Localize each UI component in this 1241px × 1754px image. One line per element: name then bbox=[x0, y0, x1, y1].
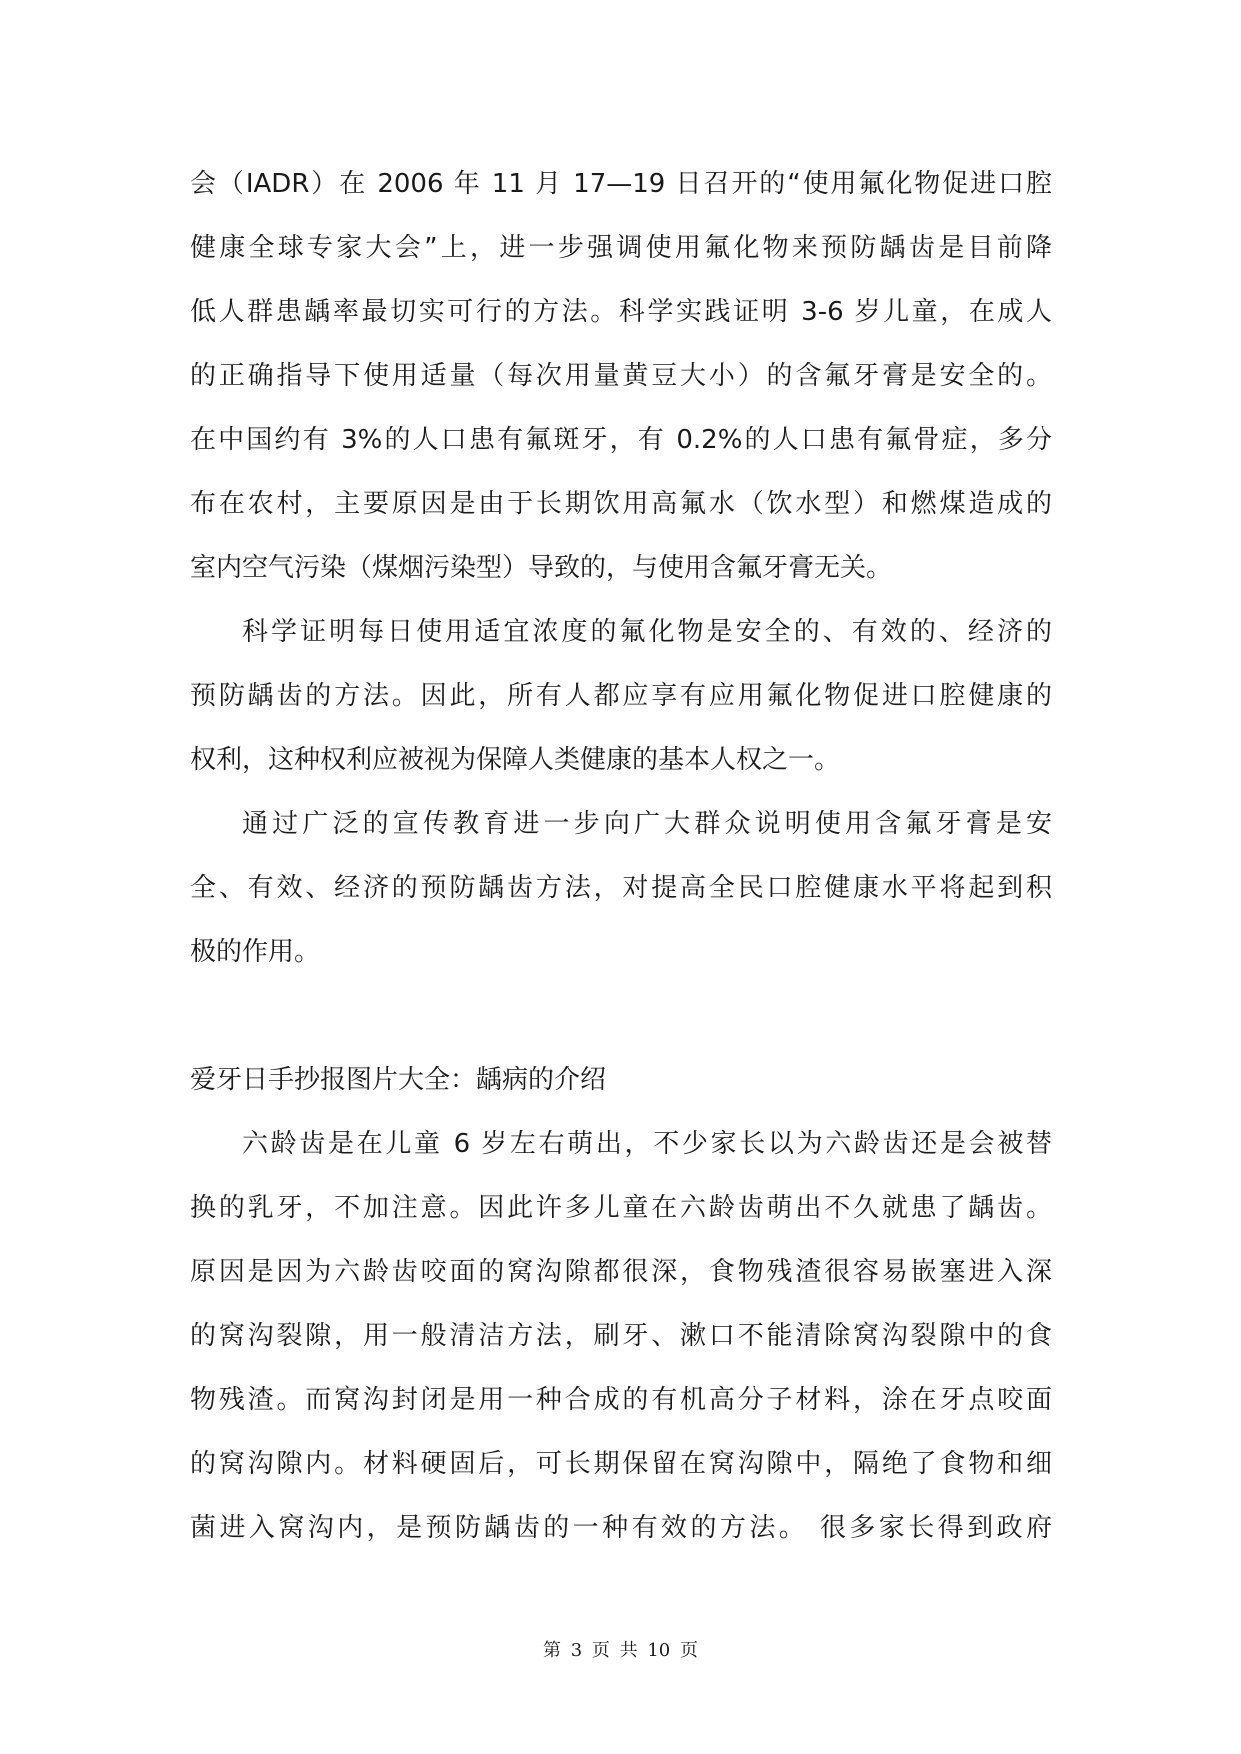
paragraph-fluoride-safety bbox=[190, 152, 1052, 600]
text-line: 布在农村，主要原因是由于长期饮用高氟水（饮水型）和燃煤造成的 bbox=[190, 489, 1052, 519]
text-line: 权利，这种权利应被视为保障人类健康的基本人权之一。 bbox=[190, 745, 841, 775]
document-body bbox=[190, 152, 1052, 1560]
text-line: 低人群患龋率最切实可行的方法。科学实践证明 3-6 岁儿童，在成人 bbox=[190, 297, 1052, 327]
text-line: 室内空气污染（煤烟污染型）导致的，与使用含氟牙膏无关。 bbox=[190, 553, 893, 583]
text-line: 健康全球专家大会”上，进一步强调使用氟化物来预防龋齿是目前降 bbox=[190, 233, 1052, 263]
text-line: 物残渣。而窝沟封闭是用一种合成的有机高分子材料，涂在牙点咬面 bbox=[190, 1385, 1052, 1415]
text-line: 换的乳牙，不加注意。因此许多儿童在六龄齿萌出不久就患了龋齿。 bbox=[190, 1193, 1052, 1223]
text-line: 科学证明每日使用适宜浓度的氟化物是安全的、有效的、经济的 bbox=[242, 617, 1052, 647]
section-spacer bbox=[190, 984, 1052, 1048]
text-line: 会（IADR）在 2006 年 11 月 17—19 日召开的“使用氟化物促进口腔 bbox=[190, 169, 1052, 199]
text-line: 的窝沟裂隙，用一般清洁方法，刷牙、漱口不能清除窝沟裂隙中的食 bbox=[190, 1321, 1052, 1351]
text-line: 预防龋齿的方法。因此，所有人都应享有应用氟化物促进口腔健康的 bbox=[190, 681, 1052, 711]
text-line: 在中国约有 3%的人口患有氟斑牙，有 0.2%的人口患有氟骨症，多分 bbox=[190, 425, 1052, 455]
text-line: 原因是因为六龄齿咬面的窝沟隙都很深，食物残渣很容易嵌塞进入深 bbox=[190, 1257, 1052, 1287]
text-line: 极的作用。 bbox=[190, 937, 321, 967]
page-number-footer: 第 3 页 共 10 页 bbox=[543, 1640, 698, 1661]
text-line: 通过广泛的宣传教育进一步向广大群众说明使用含氟牙膏是安 bbox=[242, 809, 1052, 839]
section-heading: 爱牙日手抄报图片大全：龋病的介绍 bbox=[190, 1065, 607, 1095]
text-line: 的窝沟隙内。材料硬固后，可长期保留在窝沟隙中，隔绝了食物和细 bbox=[190, 1449, 1052, 1479]
paragraph-scientific-proof bbox=[190, 600, 1052, 792]
paragraph-education bbox=[190, 792, 1052, 984]
text-line: 菌进入窝沟内，是预防龋齿的一种有效的方法。 很多家长得到政府 bbox=[190, 1513, 1052, 1543]
text-line: 全、有效、经济的预防龋齿方法，对提高全民口腔健康水平将起到积 bbox=[190, 873, 1052, 903]
text-line: 的正确指导下使用适量（每次用量黄豆大小）的含氟牙膏是安全的。 bbox=[190, 361, 1052, 391]
text-line: 六龄齿是在儿童 6 岁左右萌出，不少家长以为六龄齿还是会被替 bbox=[242, 1129, 1052, 1159]
paragraph-six-year-molar bbox=[190, 1112, 1052, 1560]
